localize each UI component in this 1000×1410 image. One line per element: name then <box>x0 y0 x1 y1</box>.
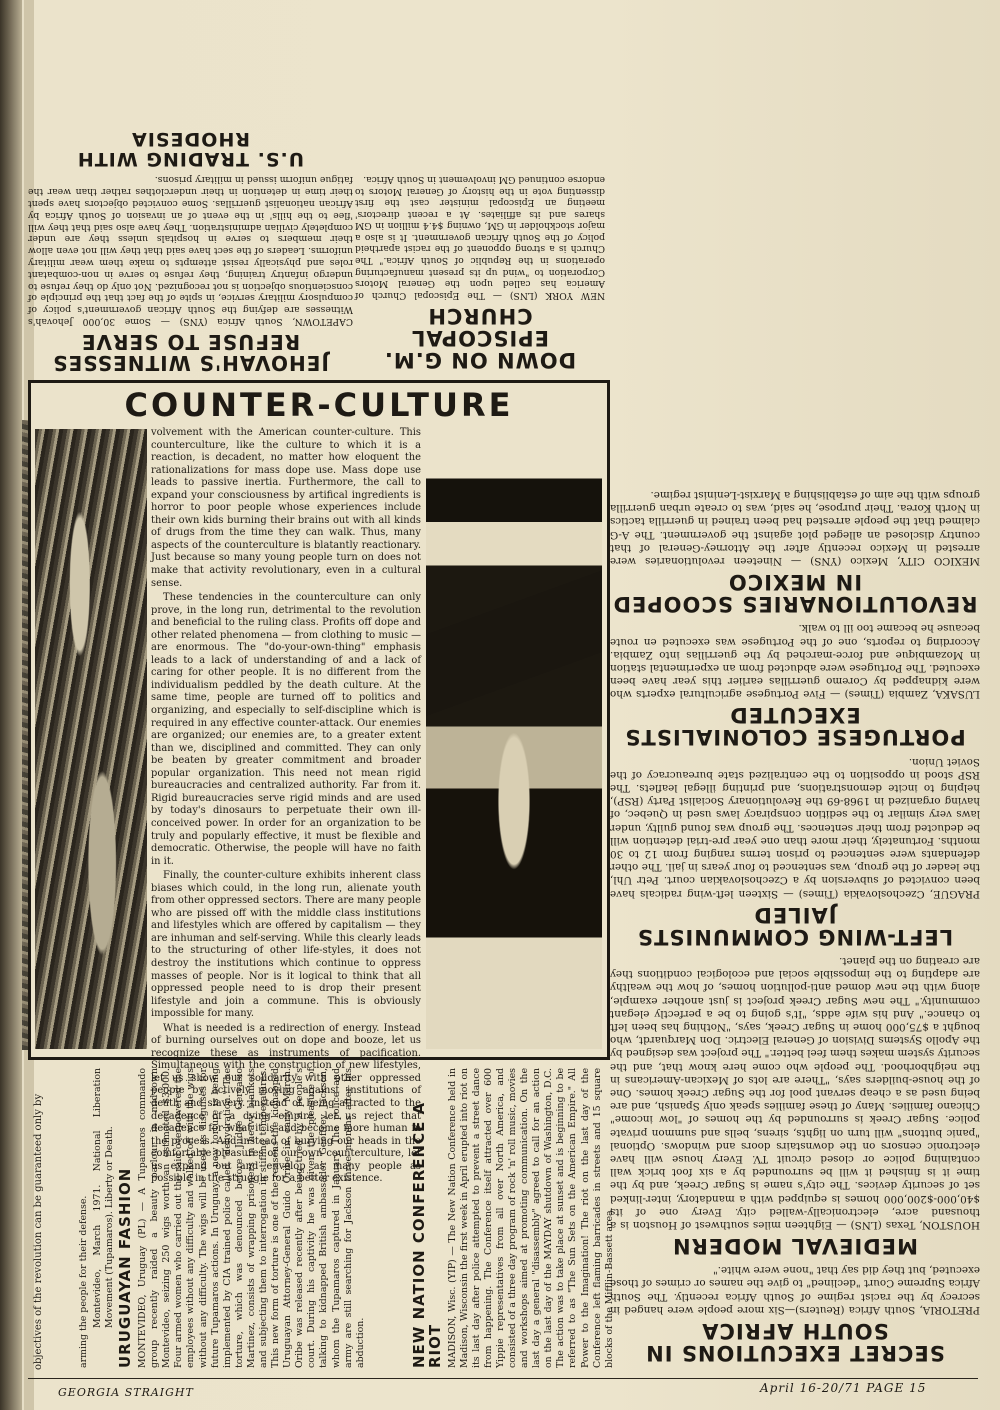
crowd-photo <box>35 429 147 1049</box>
center-top-column <box>355 70 605 375</box>
article-portugese-colonialists <box>610 621 980 748</box>
headline: SECRET EXECUTIONS IN SOUTH AFRICA <box>645 1318 945 1365</box>
bottom-articles <box>28 1062 615 1372</box>
article-body: LUSAKA, Zambia (Times) — Five Portugese agricultural experts who were kidnapped by Coremo guerrillas earlier this year have been executed. The Portugese were abducted from an experimental station in Mozambique and force-marched by the guerrillas into Zambia. According to reports, one of the Portugese was executed en route because he became too ill to walk. <box>610 622 980 701</box>
edge-fragment: objectives of the revolution can be guaranteed only by <box>33 1093 44 1370</box>
headline: DOWN ON G.M. EPISCOPAL CHURCH <box>383 303 577 372</box>
fragment: arming the people for their defense. <box>78 1195 89 1368</box>
article-new-nation-conference <box>410 1068 616 1368</box>
paragraph: Finally, the counter-culture exhibits inherent class biases which could, in the long run, alienate youth from other oppressed sectors. There are many people who are pissed off with the middle class institutions and lifestyles which are offered by capitalism — they are inhuman and self-serving. While this clearly leads to the structuring of other life-styles, it does not destroy the institutions which continue to oppress masses of people. Nor is it logical to think that all oppressed people need to is drop their present lifestyle and join a commune. This is obviously impossible for many. <box>151 870 421 1020</box>
page-date-number: April 16-20/71 PAGE 15 <box>760 1381 927 1395</box>
headline: U.S. TRADING WITH RHODESIA <box>76 127 305 170</box>
counter-culture-box <box>28 380 610 1185</box>
headline: JEHOVAH'S WITNESSES REFUSE TO SERVE <box>52 330 329 375</box>
signoff: Montevideo, March 1971. National Liberation Movement (Tupamaros). Liberty or Death. <box>92 1068 116 1328</box>
article-secret-executions <box>610 1263 980 1364</box>
article-body: NEW YORK (LNS) — The Episcopal Church of America has called upon the General Motors Corporation to "wind up its present manufacturing operations in the Republic of South Africa." The Church is a strong opponent of the racist apartheid policy of the South African government. It is also a major stockholder in GM, owning $4.4 million in GM shares and its affiliates. At a recent directors' meeting an Episcopal minister cast the first dissenting vote in the history of General Motors to endorse continued GM involvement in South Africa. <box>355 173 605 301</box>
footer-rule <box>28 1378 978 1379</box>
headline: URUGUAYAN FASHION <box>116 1167 135 1368</box>
headline: NEW NATION CONFERENCE A RIOT <box>410 1101 444 1368</box>
article-left-wing-communists <box>610 754 980 947</box>
center-left-column <box>28 70 353 375</box>
publication-name: GEORGIA STRAIGHT <box>58 1386 194 1399</box>
headline: PORTUGESE COLONIALISTS EXECUTED <box>624 703 966 750</box>
right-column <box>610 70 980 1370</box>
counter-culture-text <box>151 427 421 1185</box>
paragraph: What is needed is a redirection of energy. Instead of burning ourselves out on dope and booze, let us recognize these as instruments of pacification. Simultaneous with the construction of new lifestyles, let us show our solidarity with other oppressed people by actively moving against institutions of death and slavery. Instead of being attracted to the decadence of a dying empire, let us reject that decadence for what it is and become more human in the process. And instead of burying our heads in the comfortable pleasures of our own counterculture, let us expand out and envelop as many people as possible in the struggle for a better existence. <box>151 1022 421 1185</box>
article-body: PRETORIA, South Africa (Reuters)—Six more people were hanged in secrecy by the racist regime of South Africa recently. The South Africa Supreme Court "declined" to give the names or crimes of those executed, but they did say that "none were white." <box>610 1264 980 1316</box>
article-medieval-modern <box>610 954 980 1257</box>
paragraph: These tendencies in the counterculture can only prove, in the long run, detrimental to the revolution and beneficial to the ruling class. Profits off dope and other related phenomena — from clothing to music — are enormous. The "do-your-own-thing" emphasis leads to a lack of understanding of and a lack of caring for other people. It is no different from the individualism peddled by the death culture. At the same time, people are turned off to politics and organizing, and especially to self-discipline which is required in any effective counter-attack. Our enemies are organized; our enemies are, to a greater extent than we, disciplined and committed. They can only be beaten by greater commitment and broader popular organization. This need not mean rigid bureaucracies and centralized authority. Far from it. Rigid bureaucracies serve rigid minds and are used by today's dinosaurs to perpetuate their own ill-conceived power. In order for an organization to be truly and popularly effective, it must be flexible and democratic. Otherwise, the people will have no faith in it. <box>151 592 421 867</box>
article-body: PRAGUE, Czechoslovakia (Times) — Sixteen left-wing radicals have been convicted of subversion by a Czechoslovakian court. Petr Uhl, the leader of the group, was sentenced to four years in jail. The other defendants were sentenced to prison terms ranging from 12 to 30 months. Fortunately, their more than one year pre-trial detention will be deducted from their sentences. The group was found guilty, under laws very similar to the sedition conspiracy laws used in Quebec, of having organized in 1968-69 the Revolutionary Socialist Party (RSP), helping to incite demonstrations, and printing illegal leaflets. The RSP stood in opposition to the centralized state bureaucracy of the Soviet Union. <box>610 755 980 900</box>
police-photo <box>426 429 602 1049</box>
headline: REVOLUTIONARIES SCOOPED IN MEXICO <box>612 570 978 617</box>
article-body: MONTEVIDEO, Uruguay (PL) — A Tupamaros commando group recently raided a beauty parlour in mid-town Montevideo, seizing 250 wigs worth an estimated $3,000. Four armed women who carried out the raid overpowered the employees without any difficulty and walked off with the wigs without any difficulty. The wigs will be used as disguises for future Tupamaros actions. In Uruguay, a new torture is being implemented by CIA trained police called "dehydration." The torture, which was denounced before Judge Gervasio Martinez, consists of wrapping prisoners in heavy blankets and subjecting them to interrogation in stifling temperatures. This new form of torture is one of the reasons the kidnapped Uruguayan Attorney-General Guido Oribe in early March. Oribe was released recently after being tried by a people's court. During his captivity he was given the pleasure of talking to kidnapped British ambassador Geoffrey Jackson, whom the Tupamaros captured in January. The police and army are still searching for Jackson three months after his abduction. <box>137 1068 366 1368</box>
article-uruguayan-fashion <box>78 1068 367 1368</box>
article-revolutionaries-mexico <box>610 488 980 615</box>
paragraph: volvement with the American counter-culture. This counterculture, like the culture to which it is a reaction, is decadent, no matter how eloquent the rationalizations for mass dope use. Mass dope use leads to passive inertia. Furthermore, the call to expand your consciousness by artifical ingredients is horror to poor people whose experiences include their own kids burning their brains out with all kinds of drugs from the time they can walk. Thus, many aspects of the counterculture is blatantly reactionary. Just because so many young people turn on does not make that activity revolutionary, even in a cultural sense. <box>151 427 421 589</box>
counter-culture-title: COUNTER-CULTURE <box>124 386 514 424</box>
headline: LEFT-WING COMMUNISTS JAILED <box>636 902 954 949</box>
article-body: HOUSTON, Texas (LNS) — Eighteen miles southwest of Houston is a thousand acre, electronically-walled city. Every one of its $40,000-$200,000 homes is equipped with a mandatory, inter-linked set of security devices. The city's name is Sugar Creek, and by the time it is finished it will be surrounded by a six foot brick wall containing police or closed circuit TV. Every house will have electronic censors on the downstairs doors and windows. Optional "panic buttons" will turn on lights, sirens, bells and summon private police. Sugar Creek is surrounded by the homes of "low income" Chicano families. Many of these families speak only Spanish, and are being used as a cheap servant pool for the Sugar Creek homes. One of the house-builders says, "There are lots of Mexican-Americans in the neighborhood. The people who come here know that, and the security system makes them feel better." The project was designed by the Apollo Systems Division of General Electric. Don Marquardt, who bought a $75,000 home in Sugar Creek, says, "Nothing has been left to chance." And his wife adds, "It's going to be a perfectly elegant community." The new Sugar Creek project is just another example, along with the new domed anti-pollution homes, of how the wealthy are adapting to the impossible social and ecological conditions they are creating on the planet. <box>610 954 980 1232</box>
article-us-trading-rhodesia <box>28 128 353 168</box>
article-jehovahs-witnesses <box>28 174 353 373</box>
page-gutter <box>0 0 22 1410</box>
article-body: CAPETOWN, South Africa (YNS) — Some 30,000 Jehovah's Witnesses are defying the South African government's policy of compulsory military service, in spite of the fact that the principle of conscientious objection is not recognized. Not only do they refuse to undergo infantry training, they refuse to serve in non-combatant roles and physically resist attempts to make them wear military uniforms. Leaders of the sect have said that they will not even allow their members to serve in hospitals unless they are under completely civilian administration. They have also said that they will 'flee to the hills' in the event of an invasion of South Africa by African nationalist guerrillas. Some convicted objectors have spent their time in detention in their underclothes rather than wear the fatigue uniform issued in military prisons. <box>28 174 353 327</box>
headline: MEDIEVAL MODERN <box>672 1234 918 1259</box>
article-body: MEXICO CITY, Mexico (YNS) — Nineteen revolutionaries were arrested in Mexico recently after the Attorney-General of that country disclosed an alleged plot against the government. The A-G claimed that the people arrested had been trained in guerrilla tactics in North Korea. Their purpose, he said, was to create urban guerrilla groups with the aim of establishing a Marxist-Leninist regime. <box>610 489 980 568</box>
article-body: MADISON, Wisc. (YIP) — The New Nation Conference held in Madison, Wisconsin the first week in April erupted into riot on its last day after police attempted to prevent a street dance from happening. The Conference itself attracted over 600 Yippie representatives from all over North America, and consisted of a three day program of rock 'n' roll music, movies and workshops aimed at promoting communication. On the last day a general "disassembly" agreed to call for an action on the last day of the MAYDAY shutdown of Washington, D.C. The action was to take place at sunset and is beginning to be referred to as "The Sun Sets on the American Empire." All Power to the Imagination! The riot on the last day of the Conference left flaming barricades in streets and 15 square blocks of the Mifflin-Bassett area. <box>446 1068 615 1368</box>
article-down-on-gm <box>355 173 605 371</box>
